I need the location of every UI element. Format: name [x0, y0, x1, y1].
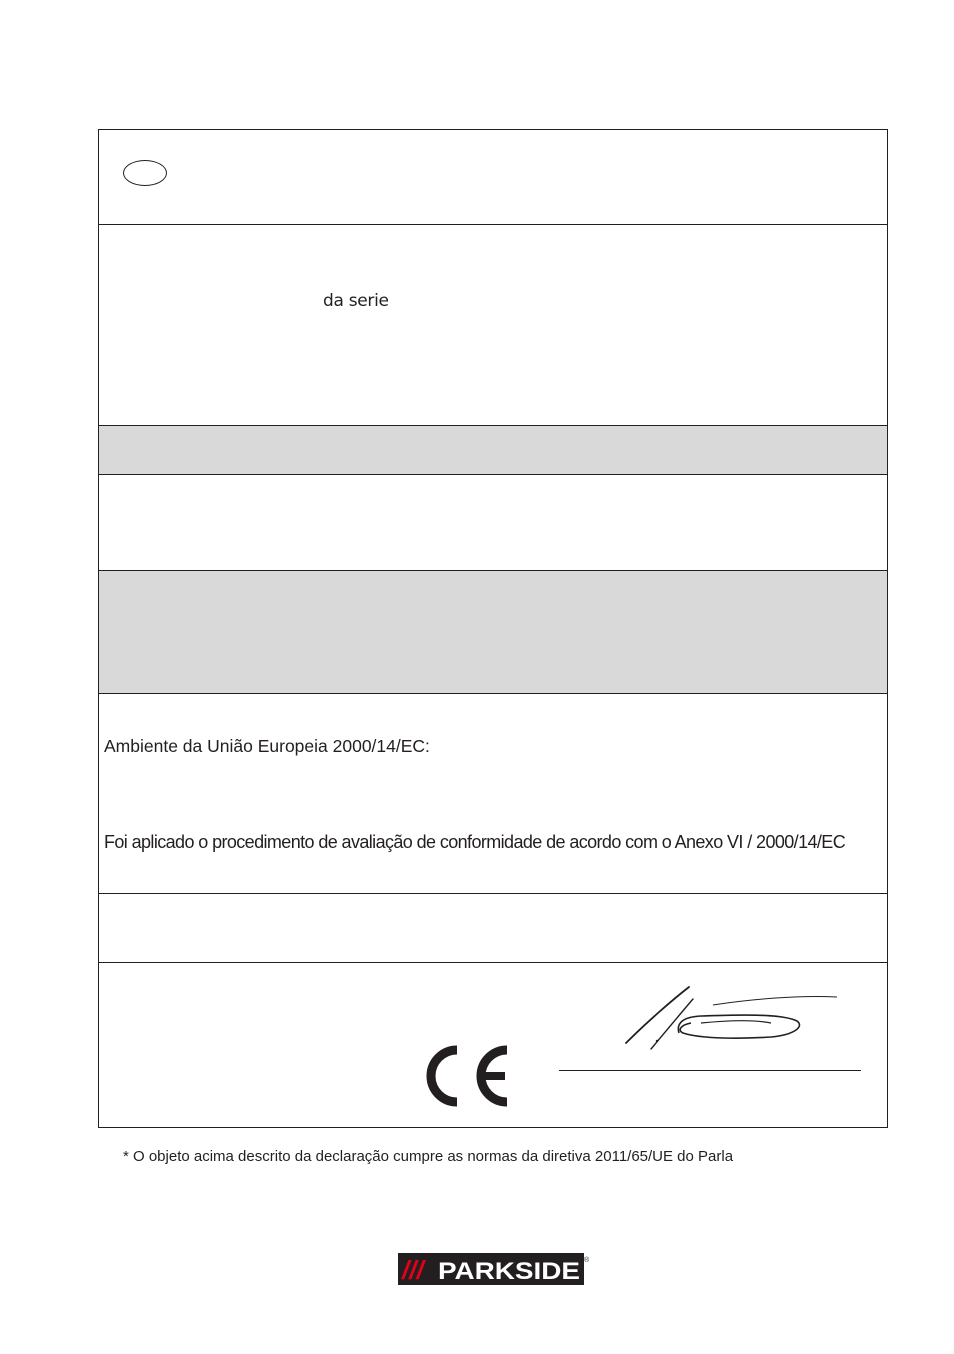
country-row	[99, 130, 887, 225]
shaded-row-2	[99, 571, 887, 694]
blank-row	[99, 475, 887, 571]
svg-text:®: ®	[584, 1257, 590, 1264]
parkside-logo	[398, 1253, 590, 1285]
conformity-procedure-text: Foi aplicado o procedimento de avaliação de conformidade de acordo com o Anexo VI / 2000/14/EC	[104, 832, 846, 852]
blank-row-2	[99, 894, 887, 963]
footnote: * O objeto acima descrito da declaração cumpre as normas da diretiva 2011/65/UE do Parla	[123, 1148, 734, 1165]
environment-directive-heading: Ambiente da União Europeia 2000/14/EC:	[104, 736, 430, 756]
declaration-table	[98, 129, 888, 1128]
series-label: da serie	[323, 291, 389, 311]
product-row	[99, 225, 887, 426]
signature-row	[99, 963, 887, 1127]
ce-mark-icon	[425, 1043, 513, 1109]
signature-image	[621, 983, 841, 1053]
country-code-oval	[123, 160, 167, 186]
signature-line	[559, 1070, 861, 1071]
svg-text:///: ///	[402, 1255, 424, 1285]
shaded-row-1	[99, 426, 887, 475]
environment-directive-row	[99, 694, 887, 894]
svg-text:PARKSIDE: PARKSIDE	[438, 1258, 580, 1285]
